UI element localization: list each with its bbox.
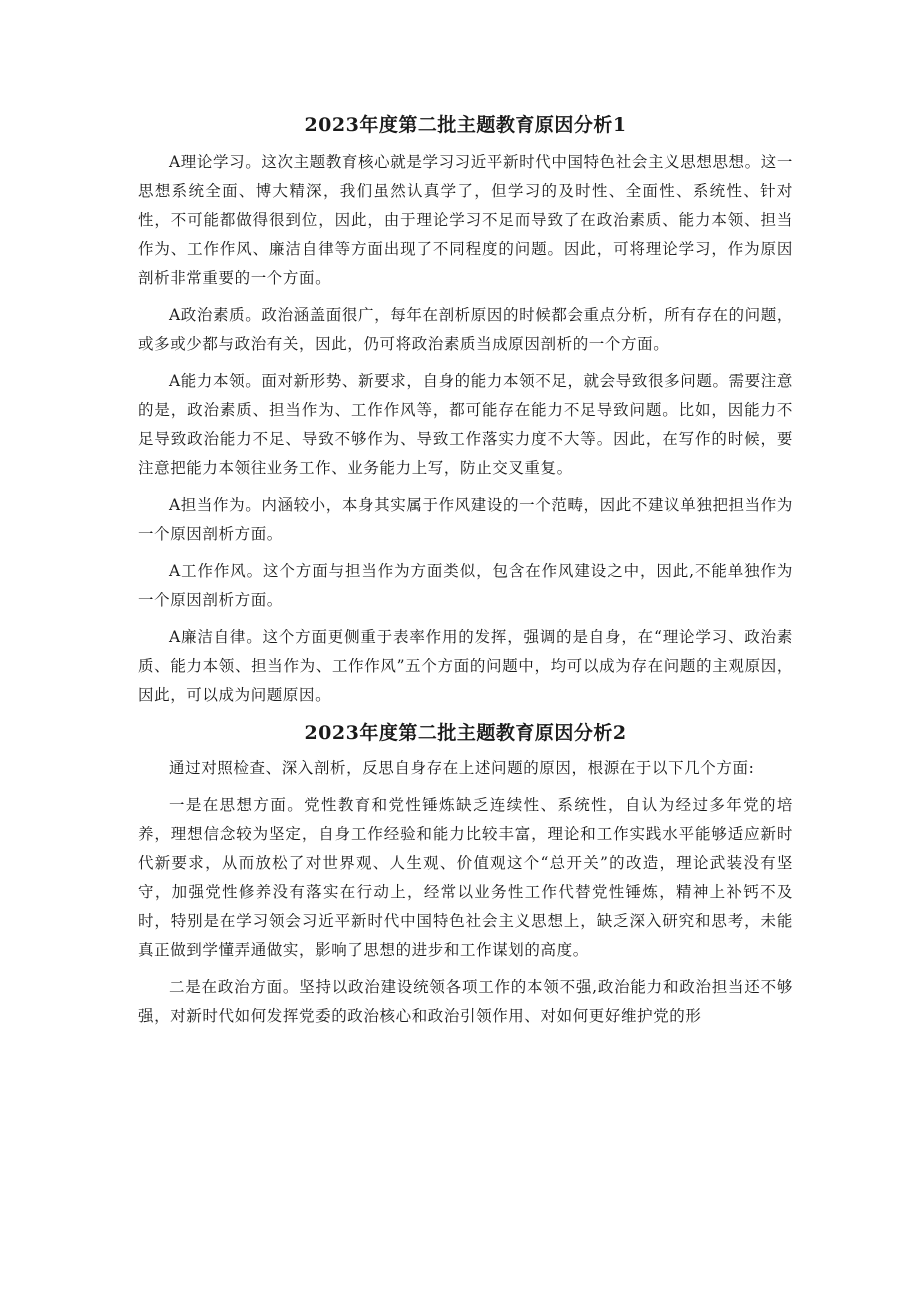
- section-2-paragraph-thought: 一是在思想方面。党性教育和党性锤炼缺乏连续性、系统性，自认为经过多年党的培养，理想信念较为坚定，自身工作经验和能力比较丰富，理论和工作实践水平能够适应新时代新要求，从而放松了对世界观、人生观、价值观这个“总开关”的改造，理论武装没有坚守，加强党性修养没有落实在行动上，经常以业务性工作代替党性锤炼，精神上补钙不及时，特别是在学习领会习近平新时代中国特色社会主义思想上，缺乏深入研究和思考，未能真正做到学懂弄通做实，影响了思想的进步和工作谋划的高度。: [138, 796, 793, 959]
- section-1-paragraph-responsibility: A担当作为。内涵较小，本身其实属于作风建设的一个范畴，因此不建议单独把担当作为一个原因剖析方面。: [138, 496, 793, 543]
- section-2-paragraph-political: 二是在政治方面。坚持以政治建设统领各项工作的本领不强,政治能力和政治担当还不够强，对新时代如何发挥党委的政治核心和政治引领作用、对如何更好维护党的形: [138, 978, 793, 1025]
- section-1-paragraph-integrity: A廉洁自律。这个方面更侧重于表率作用的发挥，强调的是自身，在“理论学习、政治素质、能力本领、担当作为、工作作风”五个方面的问题中，均可以成为存在问题的主观原因，因此，可以成为问题原因。: [138, 628, 793, 704]
- section-1-title: 2023年度第二批主题教育原因分析1: [304, 114, 627, 136]
- section-1-paragraph-political-quality: A政治素质。政治涵盖面很广，每年在剖析原因的时候都会重点分析，所有存在的问题，或多或少都与政治有关，因此，仍可将政治素质当成原因剖析的一个方面。: [138, 306, 793, 353]
- section-2-title: 2023年度第二批主题教育原因分析2: [304, 722, 627, 744]
- section-1-paragraph-theory-study: A理论学习。这次主题教育核心就是学习习近平新时代中国特色社会主义思想思想。这一思想系统全面、博大精深，我们虽然认真学了，但学习的及时性、全面性、系统性、针对性，不可能都做得很到位，因此，由于理论学习不足而导致了在政治素质、能力本领、担当作为、工作作风、廉洁自律等方面出现了不同程度的问题。因此，可将理论学习，作为原因剖析非常重要的一个方面。: [138, 153, 793, 287]
- section-1-paragraph-ability: A能力本领。面对新形势、新要求，自身的能力本领不足，就会导致很多问题。需要注意的是，政治素质、担当作为、工作作风等，都可能存在能力不足导致问题。比如，因能力不足导致政治能力不足、导致不够作为、导致工作落实力度不大等。因此，在写作的时候，要注意把能力本领往业务工作、业务能力上写，防止交叉重复。: [138, 372, 793, 477]
- document-page: [138, 110, 793, 1039]
- section-1-paragraph-work-style: A工作作风。这个方面与担当作为方面类似，包含在作风建设之中，因此,不能单独作为一个原因剖析方面。: [138, 562, 793, 609]
- section-2-paragraph-intro: 通过对照检查、深入剖析，反思自身存在上述问题的原因，根源在于以下几个方面:: [169, 759, 755, 777]
